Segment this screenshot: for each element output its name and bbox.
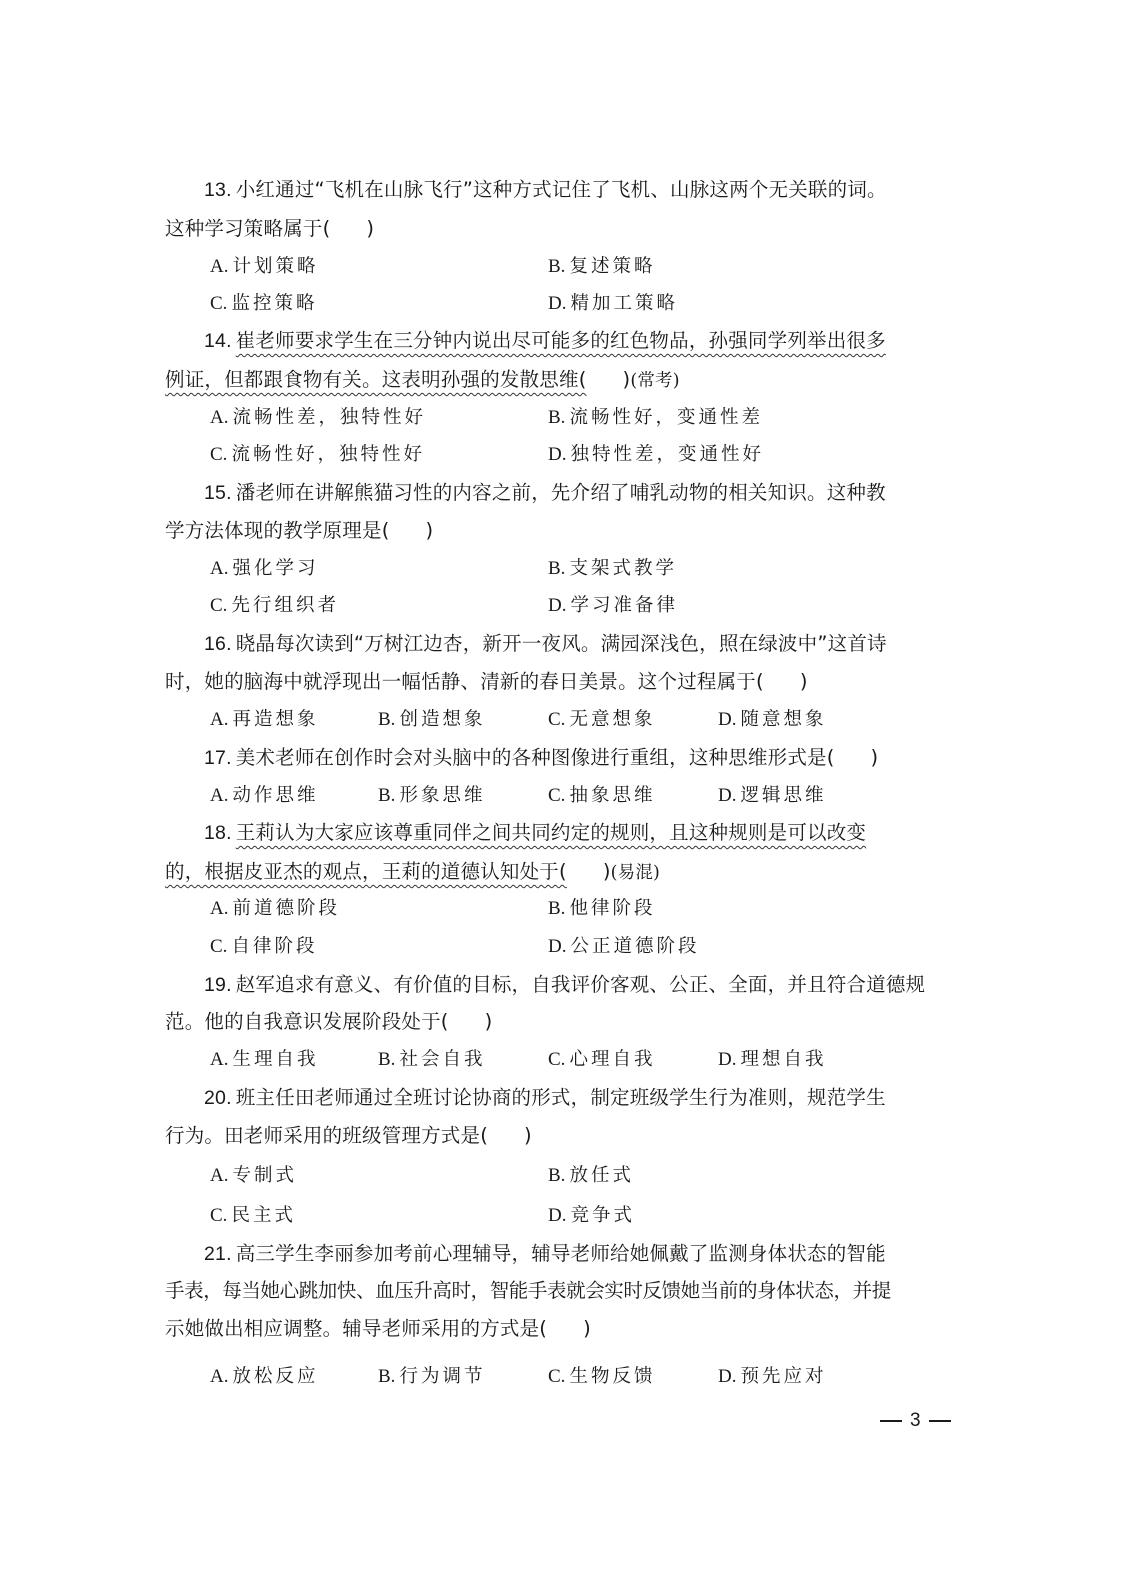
option-c[interactable]	[548, 1047, 655, 1073]
option-text: 预先应对	[740, 1366, 827, 1387]
stem-text-underlined: 王莉认为大家应该尊重同伴之间共同约定的规则，且这种规则是可以改变	[235, 821, 867, 844]
option-text: 动作思维	[232, 785, 319, 806]
option-text: 再造想象	[232, 709, 319, 730]
option-b[interactable]	[378, 1047, 485, 1073]
option-a[interactable]	[210, 896, 340, 922]
question-stem-line	[165, 1009, 492, 1035]
stem-text: 小红通过“飞机在山脉飞行”这种方式记住了飞机、山脉这两个无关联的词。	[235, 178, 887, 201]
close-paren: )	[425, 519, 434, 542]
option-d[interactable]	[548, 934, 700, 960]
close-paren: )	[484, 1010, 493, 1033]
option-letter: C.	[210, 444, 228, 465]
option-letter: D.	[718, 1366, 737, 1387]
option-text: 抽象思维	[569, 785, 656, 806]
option-letter: B.	[378, 1049, 396, 1070]
question-stem-line	[165, 669, 808, 695]
option-d[interactable]	[718, 1047, 827, 1073]
question-stem-line	[204, 1241, 886, 1267]
stem-text: 范。他的自我意识发展阶段处于(	[165, 1010, 449, 1033]
option-d[interactable]	[548, 1203, 635, 1229]
option-a[interactable]	[210, 556, 319, 582]
option-text: 无意想象	[569, 709, 656, 730]
option-text: 生物反馈	[569, 1366, 656, 1387]
option-d[interactable]	[718, 707, 827, 733]
option-text: 创造想象	[399, 709, 486, 730]
option-a[interactable]	[210, 405, 426, 431]
option-letter: B.	[378, 785, 396, 806]
option-c[interactable]	[548, 783, 655, 809]
question-stem-line	[165, 367, 680, 393]
option-b[interactable]	[378, 707, 485, 733]
close-paren: )	[622, 368, 631, 391]
question-stem-line	[165, 1123, 532, 1149]
option-b[interactable]	[548, 1163, 634, 1189]
option-letter: D.	[548, 293, 567, 314]
option-letter: C.	[210, 595, 228, 616]
option-letter: D.	[718, 709, 737, 730]
option-text: 独特性差，变通性好	[570, 444, 764, 465]
question-stem-line	[204, 1085, 886, 1111]
option-letter: B.	[548, 256, 566, 277]
option-letter: A.	[210, 558, 229, 579]
option-text: 形象思维	[399, 785, 486, 806]
question-stem-line	[204, 972, 925, 998]
question-number: 19.	[204, 974, 232, 996]
option-text: 流畅性好，变通性差	[569, 407, 763, 428]
question-number: 15.	[204, 482, 232, 504]
stem-text: 示她做出相应调整。辅导老师采用的方式是(	[165, 1317, 548, 1340]
option-b[interactable]	[548, 896, 655, 922]
question-stem-line	[165, 859, 660, 885]
option-text: 社会自我	[399, 1049, 486, 1070]
stem-text: 美术老师在创作时会对头脑中的各种图像进行重组，这种思维形式是(	[235, 746, 835, 769]
option-c[interactable]	[548, 1364, 655, 1390]
option-text: 生理自我	[232, 1049, 319, 1070]
option-c[interactable]	[548, 707, 655, 733]
option-d[interactable]	[548, 593, 678, 619]
question-stem-line	[165, 1278, 891, 1304]
stem-text: 学方法体现的教学原理是(	[165, 519, 390, 542]
stem-text: 高三学生李丽参加考前心理辅导，辅导老师给她佩戴了监测身体状态的智能	[235, 1242, 886, 1265]
option-d[interactable]	[718, 783, 827, 809]
option-letter: C.	[548, 785, 566, 806]
option-text: 随意想象	[740, 709, 827, 730]
option-a[interactable]	[210, 1163, 297, 1189]
question-number: 17.	[204, 747, 232, 769]
question-stem-line	[204, 745, 878, 771]
option-text: 学习准备律	[570, 595, 678, 616]
page-number	[872, 1408, 959, 1434]
option-d[interactable]	[548, 442, 764, 468]
option-a[interactable]	[210, 1047, 319, 1073]
option-b[interactable]	[378, 1364, 485, 1390]
question-stem-line	[165, 518, 433, 544]
stem-text: 赵军追求有意义、有价值的目标，自我评价客观、公正、全面，并且符合道德规	[235, 973, 926, 996]
confusable-tag: (易混)	[610, 863, 661, 883]
option-letter: A.	[210, 407, 229, 428]
option-text: 监控策略	[231, 293, 318, 314]
dash-left	[880, 1420, 902, 1422]
option-text: 计划策略	[232, 256, 319, 277]
stem-text: 晓晶每次读到“万树江边杏，新开一夜风。满园深浅色，照在绿波中”这首诗	[235, 632, 887, 655]
stem-text: 潘老师在讲解熊猫习性的内容之前，先介绍了哺乳动物的相关知识。这种教	[235, 481, 886, 504]
option-text: 行为调节	[399, 1366, 486, 1387]
option-letter: A.	[210, 898, 229, 919]
option-letter: B.	[548, 1165, 566, 1186]
option-b[interactable]	[378, 783, 485, 809]
question-stem-line	[204, 480, 886, 506]
stem-text: 这种学习策略属于(	[165, 217, 331, 240]
question-number: 21.	[204, 1243, 232, 1265]
option-letter: C.	[548, 709, 566, 730]
question-stem-line	[204, 631, 887, 657]
question-stem-line	[165, 1316, 591, 1342]
option-text: 逻辑思维	[740, 785, 827, 806]
option-letter: A.	[210, 1366, 229, 1387]
option-letter: B.	[548, 407, 566, 428]
question-number: 13.	[204, 179, 232, 201]
option-d[interactable]	[548, 291, 678, 317]
close-paren: )	[524, 1124, 532, 1147]
option-a[interactable]	[210, 707, 319, 733]
question-stem-line	[204, 177, 887, 203]
question-stem-line	[204, 820, 866, 846]
option-text: 专制式	[232, 1165, 297, 1186]
close-paren: )	[366, 217, 375, 240]
option-letter: D.	[548, 444, 567, 465]
option-text: 前道德阶段	[232, 898, 340, 919]
option-text: 精加工策略	[570, 293, 678, 314]
option-c[interactable]	[210, 593, 339, 619]
close-paren: )	[583, 1317, 591, 1340]
dash-right	[929, 1420, 951, 1422]
option-text: 复述策略	[569, 256, 656, 277]
option-a[interactable]	[210, 783, 319, 809]
option-a[interactable]	[210, 1364, 319, 1390]
option-letter: A.	[210, 785, 229, 806]
option-text: 理想自我	[740, 1049, 827, 1070]
option-a[interactable]	[210, 254, 319, 280]
close-paren: )	[799, 670, 808, 693]
option-letter: D.	[548, 595, 567, 616]
option-text: 支架式教学	[569, 558, 677, 579]
question-number: 18.	[204, 822, 232, 844]
option-text: 民主式	[231, 1205, 296, 1226]
page-number-value: 3	[910, 1410, 921, 1431]
option-letter: B.	[548, 558, 566, 579]
frequency-tag: (常考)	[630, 371, 680, 391]
question-number: 20.	[204, 1087, 232, 1109]
option-letter: D.	[548, 936, 567, 957]
option-text: 心理自我	[569, 1049, 656, 1070]
close-paren: )	[602, 860, 611, 883]
option-text: 放任式	[569, 1165, 634, 1186]
option-text: 他律阶段	[569, 898, 656, 919]
option-letter: C.	[210, 293, 228, 314]
option-letter: D.	[548, 1205, 567, 1226]
stem-text-underlined: 崔老师要求学生在三分钟内说出尽可能多的红色物品，孙强同学列举出很多	[235, 329, 886, 352]
option-text: 公正道德阶段	[570, 936, 700, 957]
close-paren: )	[870, 746, 879, 769]
option-letter: D.	[718, 785, 737, 806]
option-letter: B.	[548, 898, 566, 919]
option-b[interactable]	[548, 556, 677, 582]
option-text: 放松反应	[232, 1366, 319, 1387]
question-number: 16.	[204, 633, 232, 655]
stem-text-underlined: 的，根据皮亚杰的观点，王莉的道德认知处于(	[165, 860, 567, 883]
option-letter: A.	[210, 1049, 229, 1070]
option-letter: A.	[210, 709, 229, 730]
option-text: 流畅性好，独特性好	[231, 444, 425, 465]
option-letter: B.	[378, 709, 396, 730]
question-stem-line	[165, 216, 374, 242]
option-letter: A.	[210, 256, 229, 277]
stem-text: 班主任田老师通过全班讨论协商的形式，制定班级学生行为准则，规范学生	[235, 1086, 886, 1109]
option-letter: A.	[210, 1165, 229, 1186]
option-letter: D.	[718, 1049, 737, 1070]
question-number: 14.	[204, 330, 232, 352]
option-b[interactable]	[548, 405, 763, 431]
option-letter: B.	[378, 1366, 396, 1387]
option-text: 先行组织者	[231, 595, 339, 616]
option-text: 强化学习	[232, 558, 319, 579]
stem-text-underlined: 例证，但都跟食物有关。这表明孙强的发散思维(	[165, 368, 587, 391]
option-letter: C.	[548, 1049, 566, 1070]
option-letter: C.	[210, 936, 228, 957]
option-letter: C.	[210, 1205, 228, 1226]
option-text: 流畅性差，独特性好	[232, 407, 426, 428]
stem-text: 时，她的脑海中就浮现出一幅恬静、清新的春日美景。这个过程属于(	[165, 670, 764, 693]
stem-text: 行为。田老师采用的班级管理方式是(	[165, 1124, 489, 1147]
stem-text: 手表，每当她心跳加快、血压升高时，智能手表就会实时反馈她当前的身体状态，并提	[165, 1279, 891, 1302]
option-text: 自律阶段	[231, 936, 318, 957]
option-letter: C.	[548, 1366, 566, 1387]
option-text: 竞争式	[570, 1205, 635, 1226]
option-b[interactable]	[548, 254, 655, 280]
option-c[interactable]	[210, 1203, 296, 1229]
question-stem-line	[204, 328, 886, 354]
option-c[interactable]	[210, 934, 317, 960]
option-d[interactable]	[718, 1364, 827, 1390]
option-c[interactable]	[210, 291, 317, 317]
option-c[interactable]	[210, 442, 425, 468]
